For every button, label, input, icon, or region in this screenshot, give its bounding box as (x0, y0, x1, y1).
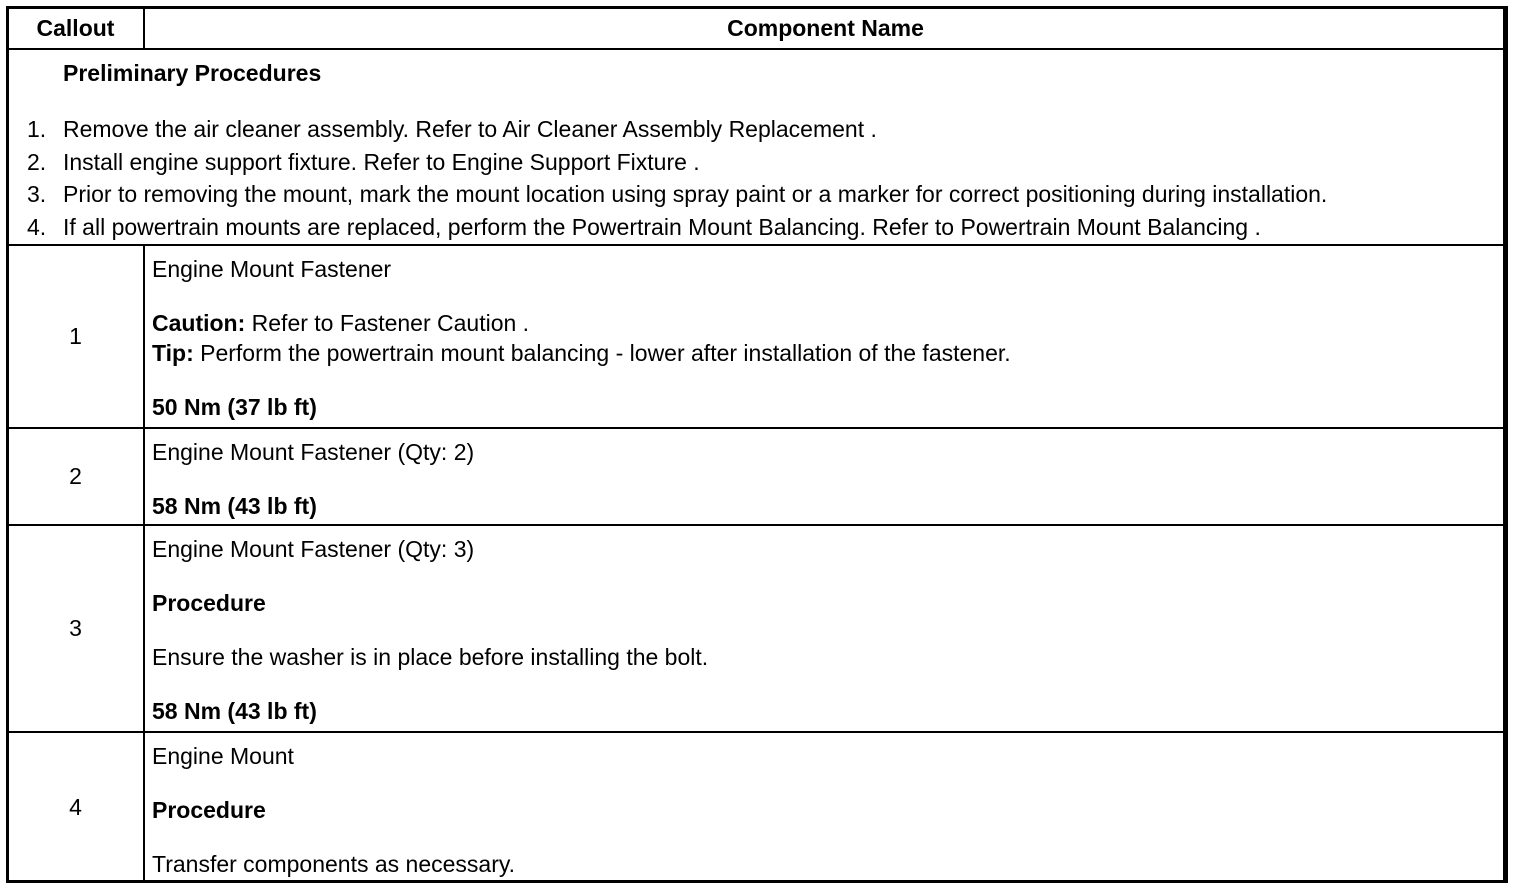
procedure-text: Transfer components as necessary. (152, 851, 516, 877)
step-number: 2. (27, 148, 47, 175)
torque-spec: 58 Nm (43 lb ft) (152, 493, 317, 519)
step-text: Remove the air cleaner assembly. Refer to Air Cleaner Assembly Replacement . (63, 116, 877, 142)
component-name: Engine Mount Fastener (Qty: 2) (152, 439, 475, 465)
header-callout: Callout (7, 7, 144, 49)
tip-label: Tip: (152, 340, 194, 366)
callout-number: 3 (7, 525, 144, 732)
step-text: Prior to removing the mount, mark the mount location using spray paint or a marker for correct positioning during installation. (63, 181, 1328, 207)
component-name: Engine Mount Fastener (Qty: 3) (152, 536, 475, 562)
procedure-text: Ensure the washer is in place before installing the bolt. (152, 644, 709, 670)
step-text: Install engine support fixture. Refer to Engine Support Fixture . (63, 148, 700, 175)
step-number: 1. (27, 116, 47, 142)
callout-number: 1 (7, 245, 144, 428)
torque-spec: 50 Nm (37 lb ft) (152, 394, 317, 420)
torque-spec: 58 Nm (43 lb ft) (152, 698, 317, 724)
header-component-name: Component Name (144, 7, 1507, 49)
component-name: Engine Mount (152, 743, 294, 769)
step-text: If all powertrain mounts are replaced, perform the Powertrain Mount Balancing. Refer to Powertrain Mount Balancing . (63, 213, 1261, 240)
component-name: Engine Mount Fastener (152, 256, 392, 282)
callout-number: 4 (7, 732, 144, 882)
procedure-label: Procedure (152, 797, 266, 823)
caution-label: Caution: (152, 310, 246, 336)
callout-number: 2 (7, 428, 144, 525)
procedure-label: Procedure (152, 590, 266, 616)
caution-text: Refer to Fastener Caution . (245, 310, 530, 336)
table-outer-border (6, 6, 1506, 883)
step-number: 3. (27, 181, 47, 207)
preliminary-title: Preliminary Procedures (63, 60, 322, 86)
tip-text: Perform the powertrain mount balancing - lower after installation of the fastener. (193, 340, 1011, 366)
step-number: 4. (27, 213, 47, 240)
